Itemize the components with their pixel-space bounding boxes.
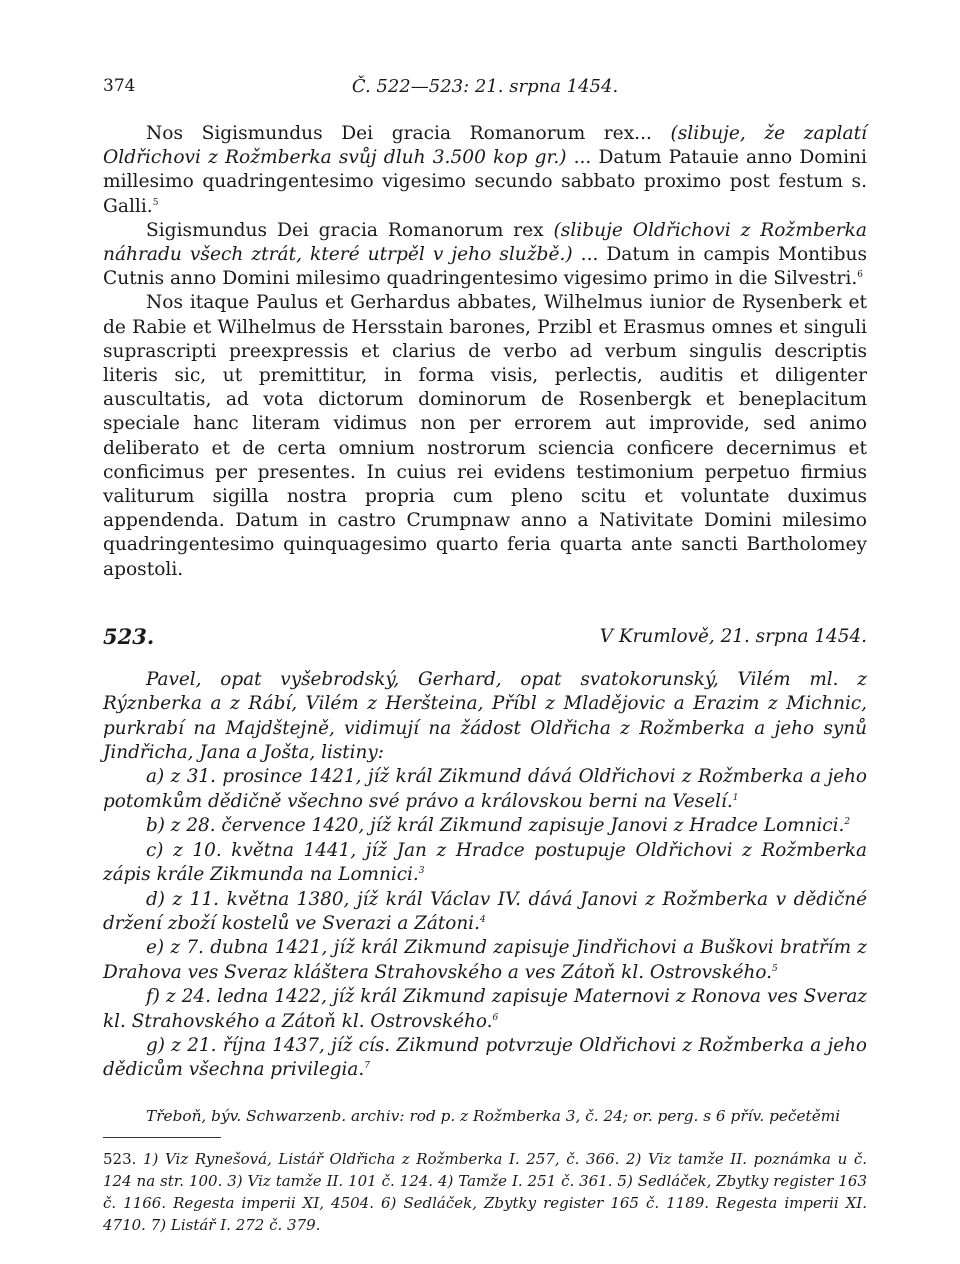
paragraph-1-datum: ... Datum Patauie anno Domini millesimo quadringentesimo vigesimo secundo sabbato proximo post festum s. Galli. [103, 147, 867, 217]
page-number: 374 [103, 76, 136, 96]
regest-item-d: d) z 11. května 1380, jíž král Václav IV. dává Janovi z Rožmberka v dědičné držení zboží kostelů ve Sverazi a Zátoni.$^4$ [103, 888, 867, 934]
footnotes-document-number: 523. [103, 1149, 137, 1168]
footnote-ref: 7 [364, 1061, 370, 1072]
footnote-ref: 6 [492, 1012, 499, 1023]
footnote-ref: 4 [479, 914, 486, 925]
document-number: 523. [103, 623, 155, 649]
regest-item-e: e) z 7. dubna 1421, jíž král Zikmund zapisuje Jindřichovi a Buškovi bratřím z Drahova ves Sveraz kláštera Strahovského a ves Zátoň kl. Ostrovského.$^5$ [103, 937, 867, 983]
footnote-ref-5: 5 [152, 197, 159, 208]
footnotes [103, 1148, 867, 1236]
footnote-ref: 2 [844, 817, 851, 828]
regest-intro: Pavel, opat vyšebrodský, Gerhard, opat svatokorunský, Vilém ml. z Rýznberka a z Rábí, Vilém z Heršteina, Příbl z Mladějovic a Erazim z Michnic, purkrabí na Majdštejně, vidimují na žádost Oldřicha z Rožmberka a jeho synů Jindřicha, Jana a Jošta, listiny: [103, 668, 867, 764]
archive-note: Třeboň, býv. Schwarzenb. archiv: rod p. z Rožmberka 3, č. 24; or. perg. s 6 přív. pečetěmi [146, 1106, 841, 1125]
footnote-ref: 3 [418, 866, 425, 877]
paragraph-1 [103, 122, 867, 219]
footnote-divider [103, 1137, 221, 1138]
paragraph-1-latin: Nos Sigismundus Dei gracia Romanorum rex... [146, 123, 652, 144]
running-title: Č. 522—523: 21. srpna 1454. [351, 76, 619, 97]
footnote-ref: 5 [771, 963, 778, 974]
latin-text [103, 122, 867, 582]
document-heading [103, 620, 867, 654]
regest-item-b: b) z 28. července 1420, jíž král Zikmund zapisuje Janovi z Hradce Lomnici.$^2$ [146, 815, 851, 837]
paragraph-2-latin: Sigismundus Dei gracia Romanorum rex [146, 219, 544, 241]
paragraph-2 [103, 219, 867, 292]
running-head [103, 70, 867, 104]
regest-item-g: g) z 21. října 1437, jíž cís. Zikmund potvrzuje Oldřichovi z Rožmberka a jeho dědicům všechna privilegia.$^7$ [103, 1034, 867, 1081]
document-place-date: V Krumlově, 21. srpna 1454. [599, 625, 867, 647]
regest [103, 668, 867, 1083]
regest-item-a: a) z 31. prosince 1421, jíž král Zikmund dává Oldřichovi z Rožmberka a jeho potomkům dědičně všechno své právo a královskou berni na Veselí.$^1$ [103, 766, 867, 812]
footnote-ref-6: 6 [857, 270, 863, 281]
paragraph-2-czech-note: (slibuje Oldřichovi z Rožmberka náhradu všech ztrát, které utrpěl v jeho službě.) [103, 219, 867, 266]
page [103, 70, 867, 1236]
paragraph-1-czech-note: (slibuje, že zaplatí Oldřichovi z Rožmberka svůj dluh 3.500 kop gr.) [103, 123, 867, 169]
regest-item-c: c) z 10. května 1441, jíž Jan z Hradce postupuje Oldřichovi z Rožmberka zápis krále Zikmunda na Lomnici.$^3$ [103, 839, 867, 886]
paragraph-3: Nos itaque Paulus et Gerhardus abbates, Wilhelmus iunior de Rysenberk et de Rabie et Wilhelmus de Hersstain barones, Przibl et Erasmus omnes et singuli suprascripti preexpressis et clarius de verbo ad verbum singulis descriptis literis sic, ut premittitur, in forma visis, perlectis, auditis et diligenter auscultatis, ad vota dictorum dominorum de Rosenbergk et beneplacitum speciale hanc literam vidimus non per errorem aut improvide, sed animo deliberato et de certa omnium nostrorum sciencia conficere decernimus et conficimus per presentes. In cuius rei evidens testimonium perpetuo firmius valiturum sigilla nostra propria cum pleno scitu et voluntate duximus appendenda. Datum in castro Crumpnaw anno a Nativitate Domini milesimo quadringentesimo quinquagesimo quarto feria quarta ante sancti Bartholomey apostoli. [103, 292, 867, 580]
regest-item-f: f) z 24. ledna 1422, jíž král Zikmund zapisuje Maternovi z Ronova ves Sveraz kl. Strahovského a Zátoň kl. Ostrovského.$^6$ [103, 986, 867, 1032]
paragraph-2-datum: ... Datum in campis Montibus Cutnis anno Domini milesimo quadringentesimo vigesimo primo in die Silvestri. [103, 244, 867, 290]
footnote-ref: 1 [732, 792, 739, 803]
footnotes-text: 1) Viz Rynešová, Listář Oldřicha z Rožmberka I. 257, č. 366. 2) Viz tamže II. poznámka u č. 124 na str. 100. 3) Viz tamže II. 101 č. 124. 4) Tamže I. 251 č. 361. 5) Sedláček, Zbytky register 163 č. 1166. Regesta imperii XI, 4504. 6) Sedláček, Zbytky register 165 č. 1189. Regesta imperii XI. 4710. 7) Listář I. 272 č. 379. [103, 1149, 867, 1234]
